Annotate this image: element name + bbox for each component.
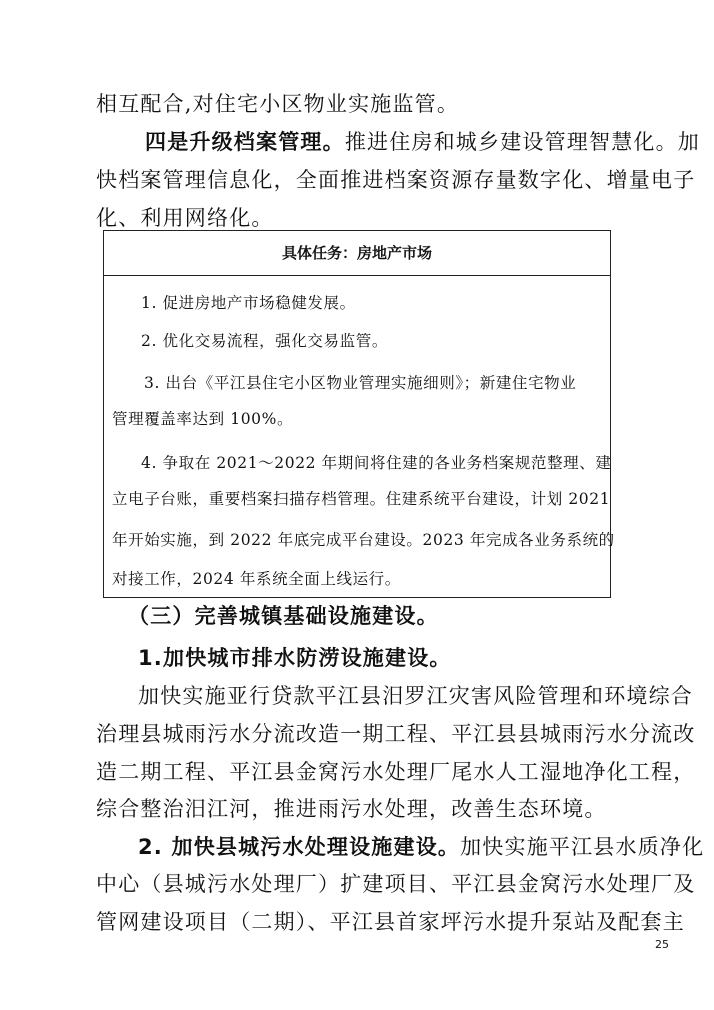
subsection-heading: 1.加快城市排水防涝设施建设。	[138, 646, 452, 670]
text-line: 相互配合,对住宅小区物业实施监管。	[96, 92, 460, 116]
text-line: 中心（县城污水处理厂）扩建项目、平江县金窝污水处理厂及	[96, 872, 696, 896]
text-line: 造二期工程、平江县金窝污水处理厂尾水人工湿地净化工程，	[96, 760, 696, 784]
task-item: 4. 争取在 2021～2022 年期间将住建的各业务档案规范整理、建	[141, 454, 612, 472]
text-line: 治理县城雨污水分流改造一期工程、平江县县城雨污水分流改	[96, 722, 696, 746]
text-line: 化、利用网络化。	[96, 206, 274, 230]
task-item-cont: 对接工作，2024 年系统全面上线运行。	[112, 570, 401, 588]
text-line: 综合整治汨江河，推进雨污水处理，改善生态环境。	[96, 797, 607, 821]
task-box	[103, 230, 615, 598]
text-line: 管网建设项目（二期）、平江县首家坪污水提升泵站及配套主	[96, 910, 685, 934]
line-rest: 加快实施平江县水质净化	[460, 835, 705, 859]
bold-lead: 四是升级档案管理。	[145, 130, 345, 154]
page-number: 25	[655, 938, 669, 951]
text-line	[138, 831, 704, 861]
task-item-cont: 年开始实施，到 2022 年底完成平台建设。2023 年完成各业务系统的	[112, 531, 615, 549]
task-item-cont: 管理覆盖率达到 100%。	[112, 410, 294, 428]
task-item-cont: 立电子台账，重要档案扫描存档管理。住建系统平台建设，计划 2021	[112, 490, 611, 508]
task-box-title: 具体任务：房地产市场	[104, 231, 610, 276]
text-line	[145, 126, 700, 156]
task-item: 1. 促进房地产市场稳健发展。	[141, 294, 356, 312]
bold-lead: 2. 加快县城污水处理设施建设。	[138, 835, 461, 859]
text-line: 加快实施亚行贷款平江县汨罗江灾害风险管理和环境综合	[138, 684, 693, 708]
section-heading: （三）完善城镇基础设施建设。	[128, 604, 439, 628]
task-item: 2. 优化交易流程，强化交易监管。	[141, 332, 388, 350]
line-rest: 推进住房和城乡建设管理智慧化。加	[344, 130, 701, 154]
task-item: 3. 出台《平江县住宅小区物业管理实施细则》；新建住宅物业	[144, 374, 577, 392]
text-line: 快档案管理信息化，全面推进档案资源存量数字化、增量电子	[96, 168, 696, 192]
